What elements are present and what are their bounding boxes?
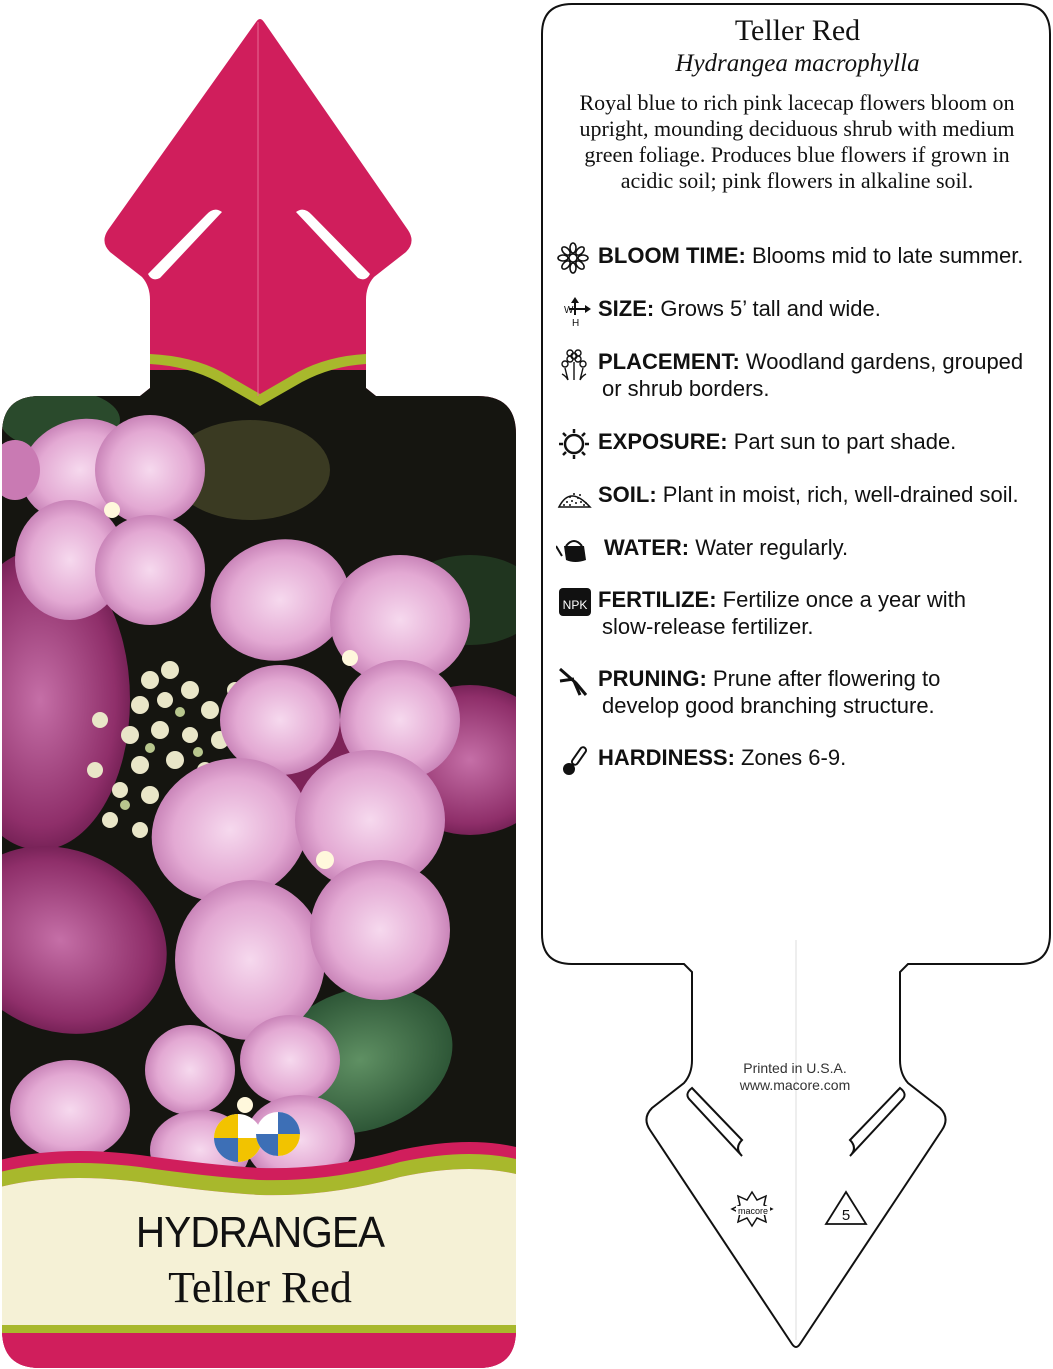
- hardiness-label: HARDINESS:: [598, 745, 735, 770]
- size-label: SIZE:: [598, 296, 655, 321]
- printed-in: Printed in U.S.A.: [743, 1060, 847, 1076]
- sun-icon: [556, 428, 594, 462]
- fertilize-label: FERTILIZE:: [598, 587, 717, 612]
- exposure-text: Part sun to part shade.: [733, 429, 957, 454]
- fertilize-text: Fertilize once a year with: [722, 587, 966, 612]
- plant-name: HYDRANGEA: [135, 1208, 385, 1257]
- soil-label: SOIL:: [598, 482, 657, 507]
- placement-text-2: or shrub borders.: [602, 376, 770, 401]
- hydrangea-photo: [0, 370, 555, 1190]
- plant-description: Royal blue to rich pink lacecap flowers bloom on upright, mounding deciduous shrub with medium green foliage. Produces blue flowers if grown in acidic soil; pink flowers in alkaline soil.: [579, 90, 1015, 193]
- pruning-text-2: develop good branching structure.: [602, 693, 935, 718]
- recycle-number: 5: [841, 1207, 851, 1224]
- size-arrows-icon: [556, 295, 594, 329]
- placement-text: Woodland gardens, grouped: [745, 349, 1024, 374]
- latin-name: Hydrangea macrophylla: [675, 50, 920, 77]
- placement-label: PLACEMENT:: [598, 349, 740, 374]
- pruning-text: Prune after flowering to: [712, 666, 941, 691]
- water-label: WATER:: [604, 535, 690, 560]
- bloom-text: Blooms mid to late summer.: [752, 243, 1024, 268]
- back-title: Teller Red: [734, 14, 861, 47]
- size-text: Grows 5’ tall and wide.: [660, 296, 881, 321]
- water-text: Water regularly.: [695, 535, 849, 560]
- flower-icon: [556, 242, 594, 276]
- soil-mound-icon: [556, 481, 594, 515]
- variety-name: Teller Red: [168, 1263, 352, 1312]
- website: www.macore.com: [739, 1077, 851, 1093]
- height-letter: H: [572, 318, 580, 329]
- printed-info: [700, 1060, 890, 1094]
- watering-can-icon: [556, 534, 594, 568]
- fertilize-text-2: slow-release fertilizer.: [602, 614, 814, 639]
- macore-logo-text: macore: [737, 1206, 769, 1216]
- pruning-shears-icon: [556, 665, 594, 699]
- exposure-label: EXPOSURE:: [598, 429, 728, 454]
- width-letter: W: [564, 305, 574, 316]
- thermometer-icon: [556, 744, 594, 778]
- soil-text: Plant in moist, rich, well-drained soil.: [662, 482, 1019, 507]
- bloom-label: BLOOM TIME:: [598, 243, 746, 268]
- pruning-label: PRUNING:: [598, 666, 707, 691]
- fertilizer-npk-icon: [556, 586, 594, 620]
- hardiness-text: Zones 6-9.: [741, 745, 847, 770]
- npk-text: NPK: [562, 598, 588, 612]
- placement-flowers-icon: [556, 348, 594, 382]
